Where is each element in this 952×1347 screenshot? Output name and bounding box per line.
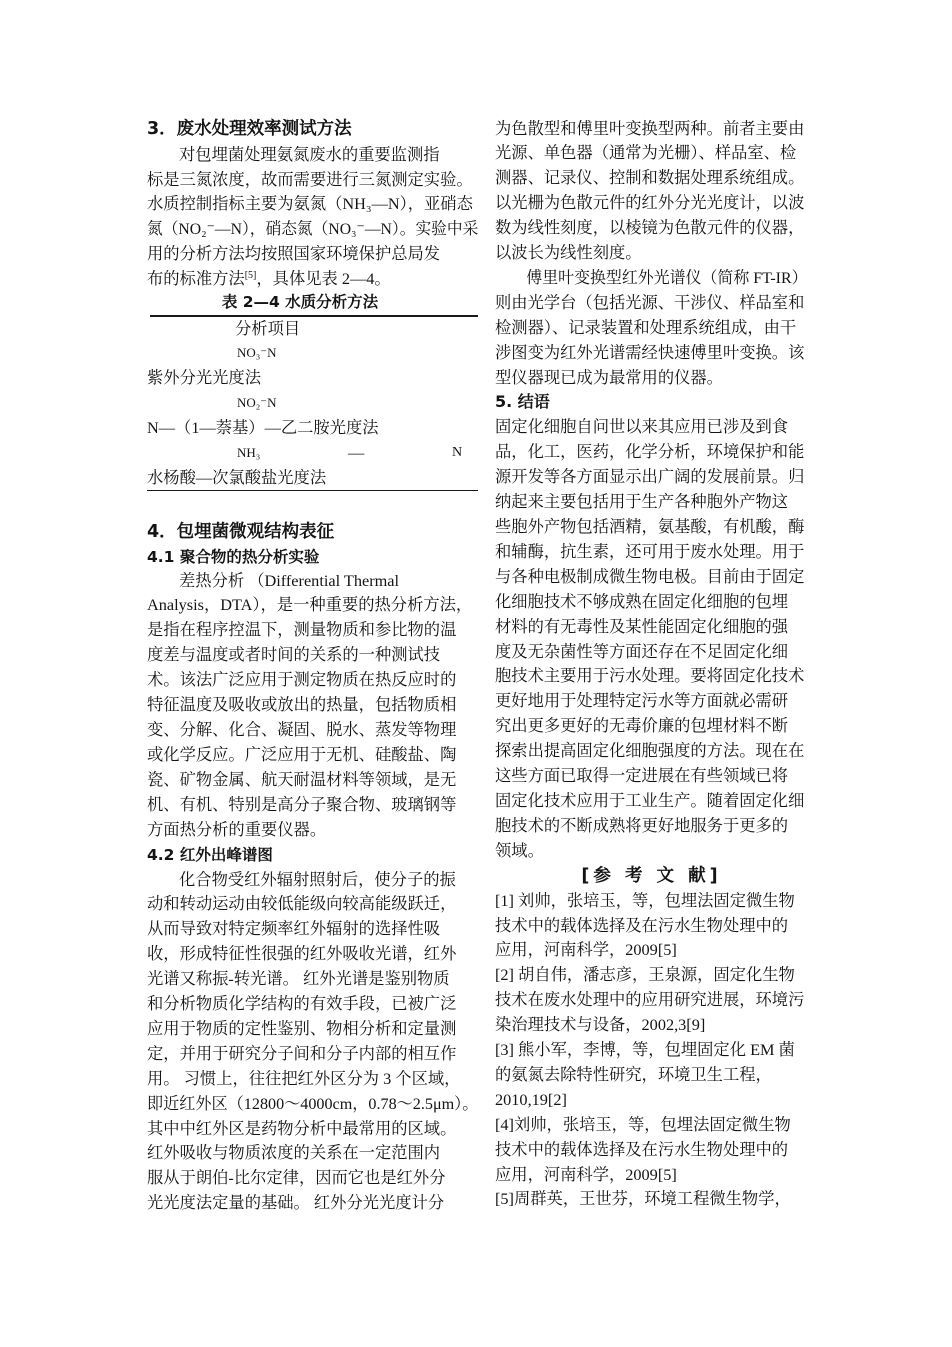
analysis-item-suffix: N: [452, 444, 463, 460]
references-title: [参 考 文 献]: [581, 865, 722, 886]
paragraph-line: 和分析物质化学结构的有效手段，已被广泛: [147, 994, 457, 1014]
section-4-2-heading-block: [147, 843, 478, 868]
section-heading: 3．废水处理效率测试方法: [147, 119, 352, 139]
paragraph-line: 方面热分析的重要仪器。: [147, 819, 327, 839]
analysis-item: NO₂⁻N: [237, 395, 277, 411]
paragraph-line: 些胞外产物包括酒精，氨基酸，有机酸，酶: [495, 517, 805, 536]
table-row: [147, 341, 478, 366]
subsection-heading: 4.2 红外出峰谱图: [147, 845, 273, 864]
reference-line: [1] 刘帅，张培玉，等，包埋法固定微生物: [495, 890, 795, 910]
paragraph-line: 光谱又称振-转光谱。 红外光谱是鉴别物质: [147, 969, 450, 989]
paragraph-line: 测器、记录仪、控制和数据处理系统组成。: [495, 168, 805, 188]
subsection-heading: 4.1 聚合物的热分析实验: [147, 547, 320, 566]
paragraph-line: 服从于朗伯-比尔定律，因而它也是红外分: [147, 1168, 446, 1188]
paragraph-line: 化合物受红外辐射照射后，使分子的振: [179, 869, 456, 889]
reference-line: 染治理技术与设备，2002,3[9]: [495, 1015, 706, 1035]
paragraph-line: 水质控制指标主要为氨氮（NH₃—N），亚硝态: [147, 194, 473, 214]
paragraph-line: [147, 267, 391, 292]
section-heading: 5. 结语: [495, 392, 550, 412]
reference-line: [5]周群英，王世芬，环境工程微生物学，: [495, 1189, 791, 1209]
paragraph-line: 这些方面已取得一定进展在有些领域已将: [495, 766, 789, 786]
analysis-item: NH₃: [237, 444, 261, 460]
paragraph-line: 瓷、矿物金属、航天耐温材料等领域，是无: [147, 769, 457, 789]
table-row: [147, 441, 478, 466]
analysis-method: 紫外分光光度法: [147, 368, 261, 388]
paragraph-line: 动和转动运动由较低能级向较高能级跃迁，: [147, 894, 457, 914]
paragraph-line: 标是三氮浓度，故而需要进行三氮测定实验。: [147, 169, 473, 189]
section-4-heading-block: [147, 519, 478, 545]
paragraph-line: 用。 习惯上，往往把红外区分为 3 个区域，: [147, 1068, 461, 1088]
paragraph-line: 即近红外区（12800～4000cm，0.78～2.5μm）。: [147, 1093, 479, 1113]
analysis-method: 水杨酸—次氯酸盐光度法: [147, 467, 327, 487]
paragraph-line: 材料的有无毒性及某性能固定化细胞的强: [495, 616, 789, 636]
analysis-method: N—（1—萘基）—乙二胺光度法: [147, 418, 379, 438]
paragraph-line: 究出更多更好的无毒价廉的包埋材料不断: [495, 716, 789, 736]
reference-line: 的氨氮去除特性研究，环境卫生工程，: [495, 1064, 772, 1084]
paragraph-line: 检测器）、记录装置和处理系统组成，由干: [495, 317, 797, 337]
paragraph-line: 或化学反应。广泛应用于无机、硅酸盐、陶: [147, 744, 457, 764]
paragraph-line: 机、有机、特别是高分子聚合物、玻璃钢等: [147, 794, 457, 814]
analysis-item-dash: —: [348, 442, 365, 462]
table-title: 表 2—4 水质分析方法: [221, 292, 379, 311]
paragraph-line: 则由光学台（包括光源、干涉仪、样品室和: [495, 292, 805, 312]
paragraph-line: 化细胞技术不够成熟在固定化细胞的包埋: [495, 591, 789, 611]
paragraph-line: 氮（NO₂⁻—N），硝态氮（NO₃⁻—N）。实验中采: [147, 219, 479, 239]
table-row: [147, 416, 478, 441]
table-header-row: [147, 317, 478, 342]
line-text: ，具体见表 2—4。: [256, 269, 391, 289]
paragraph-line: 探索出提高固定化细胞强度的方法。现在在: [495, 741, 805, 761]
paragraph-line: 度及无杂菌性等方面还存在不足固定化细: [495, 641, 789, 661]
paragraph-line: 从而导致对特定频率红外辐射的选择性吸: [147, 919, 441, 939]
paragraph-line: 固定化细胞自问世以来其应用已涉及到食: [495, 417, 789, 437]
paragraph-line: 固定化技术应用于工业生产。随着固定化细: [495, 790, 805, 810]
citation-marker: [5]: [244, 270, 257, 282]
paragraph-line: 光源、单色器（通常为光栅）、样品室、检: [495, 143, 797, 163]
reference-line: 技术在废水处理中的应用研究进展，环境污: [495, 990, 805, 1010]
paragraph-line: 特征温度及吸收或放出的热量，包括物质相: [147, 695, 457, 715]
table-row: [147, 366, 478, 391]
paragraph-line: 术。该法广泛应用于测定物质在热反应时的: [147, 670, 457, 690]
table-bottom-rule: [147, 490, 478, 491]
table-header-cell: 分析项目: [235, 318, 301, 338]
paragraph-line: 变、分解、化合、凝固、脱水、蒸发等物理: [147, 719, 457, 739]
paragraph-line: 光光度法定量的基础。 红外分光光度计分: [147, 1193, 445, 1213]
analysis-item: NO₃⁻N: [237, 345, 277, 361]
paragraph-line: 以波长为线性刻度。: [495, 243, 642, 263]
paragraph-line: 其中中红外区是药物分析中最常用的区域。: [147, 1118, 457, 1138]
paragraph-line: 为色散型和傅里叶变换型两种。前者主要由: [495, 118, 805, 138]
reference-line: 2010,19[2]: [495, 1089, 567, 1109]
paragraph-line: 以光栅为色散元件的红外分光光度计，以波: [495, 193, 805, 213]
water-analysis-table: [147, 317, 478, 491]
paragraph-line: 收，形成特征性很强的红外吸收光谱，红外: [147, 944, 457, 964]
paragraph-line: 红外吸收与物质浓度的关系在一定范围内: [147, 1143, 441, 1163]
table-row: [147, 391, 478, 416]
paragraph-line: 用的分析方法均按照国家环境保护总局发: [147, 244, 441, 264]
paragraph-line: Analysis，DTA），是一种重要的热分析方法，: [147, 595, 473, 615]
right-column: [495, 117, 808, 1213]
paragraph-line: 品，化工，医药，化学分析，环境保护和能: [495, 442, 805, 462]
reference-line: 应用，河南科学，2009[5]: [495, 940, 677, 960]
section-3-paragraph: [147, 143, 478, 292]
reference-line: 技术中的载体选择及在污水生物处理中的: [495, 915, 789, 935]
section-4-1-heading-block: [147, 545, 478, 570]
section-4-1-paragraph: [147, 569, 478, 843]
paragraph-line: 是指在程序控温下，测量物质和参比物的温: [147, 620, 457, 640]
table-row: [147, 466, 478, 491]
paragraph-line: 差热分析 （Differential Thermal: [179, 570, 400, 590]
reference-line: [2] 胡自伟，潘志彦，王泉源，固定化生物: [495, 965, 795, 985]
reference-line: [3] 熊小军，李博，等，包埋固定化 EM 菌: [495, 1040, 795, 1060]
reference-line: 应用，河南科学，2009[5]: [495, 1164, 677, 1184]
section-3-heading-block: [147, 116, 478, 142]
paragraph-line: 度差与温度或者时间的关系的一种测试技: [147, 645, 441, 665]
paragraph-line: 领域。: [495, 840, 544, 860]
paragraph-line: 与各种电极制成微生物电极。目前由于固定: [495, 566, 805, 586]
paragraph-line: 胞技术主要用于污水处理。要将固定化技术: [495, 666, 805, 686]
paragraph-line: 应用于物质的定性鉴别、物相分析和定量测: [147, 1018, 457, 1038]
paragraph-line: 数为线性刻度，以棱镜为色散元件的仪器，: [495, 218, 805, 238]
paragraph-line: 涉图变为红外光谱需经快速傅里叶变换。该: [495, 342, 805, 362]
reference-line: [4]刘帅，张培玉，等，包埋法固定微生物: [495, 1114, 791, 1134]
paragraph-line: 更好地用于处理特定污水等方面就必需研: [495, 691, 789, 711]
paragraph-line: 傅里叶变换型红外光谱仪（简称 FT-IR）: [526, 267, 808, 287]
paragraph-line: 型仪器现已成为最常用的仪器。: [495, 367, 723, 387]
paragraph-line: 和辅酶，抗生素，还可用于废水处理。用于: [495, 541, 805, 561]
paragraph-line: 纳起来主要包括用于生产各种胞外产物这: [495, 492, 789, 512]
paragraph-line: 源开发等各方面显示出广阔的发展前景。归: [495, 467, 805, 487]
section-4-2-paragraph: [147, 868, 478, 1217]
reference-line: 技术中的载体选择及在污水生物处理中的: [495, 1139, 789, 1159]
paragraph-line: 胞技术的不断成熟将更好地服务于更多的: [495, 815, 789, 835]
section-heading: 4．包埋菌微观结构表征: [147, 522, 335, 542]
paragraph-line: 定，并用于研究分子间和分子内部的相互作: [147, 1043, 457, 1063]
paragraph-line: 对包埋菌处理氨氮废水的重要监测指: [179, 144, 440, 164]
line-text: 布的标准方法: [147, 269, 245, 289]
